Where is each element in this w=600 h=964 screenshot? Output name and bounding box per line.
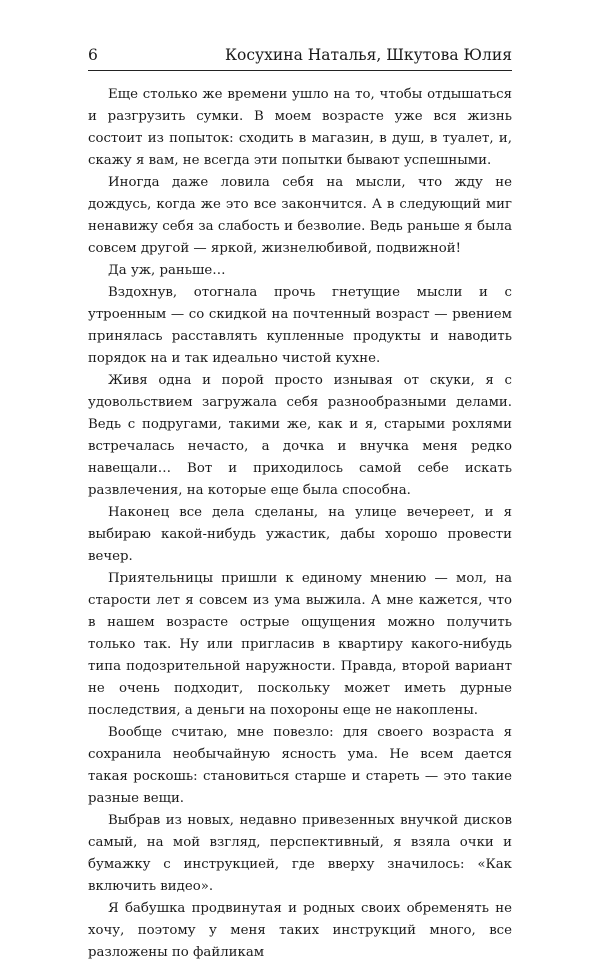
paragraph: Вздохнув, отогнала прочь гнетущие мысли и с утроенным — со скидкой на почтенный возраст — рвением принялась расставлять купленные продукты и наводить порядок на и так идеально чистой кухне.: [88, 285, 512, 366]
paragraph: Еще столько же времени ушло на то, чтобы отдышаться и разгрузить сумки. В моем возрасте уже вся жизнь состоит из попыток: сходить в магазин, в душ, в туалет, и, скажу я вам, не всегда эти попытки бывают успешными.: [88, 87, 512, 168]
page-number: 6: [88, 46, 98, 64]
paragraph: Наконец все дела сделаны, на улице вечереет, и я выбираю какой-нибудь ужастик, дабы хорошо провести вечер.: [88, 505, 512, 564]
paragraph: Да уж, раньше…: [108, 263, 226, 278]
paragraph: Я бабушка продвинутая и родных своих обременять не хочу, поэтому у меня таких инструкций много, все разложены по файликам: [88, 901, 512, 960]
running-header: [88, 40, 512, 71]
body-text: [88, 84, 512, 964]
paragraph: Выбрав из новых, недавно привезенных внучкой дисков самый, на мой взгляд, перспективный, я взяла очки и бумажку с инструкцией, где вверху значилось: «Как включить видео».: [88, 813, 512, 894]
header-authors: Косухина Наталья, Шкутова Юлия: [225, 46, 512, 64]
paragraph: Приятельницы пришли к единому мнению — мол, на старости лет я совсем из ума выжила. А мне кажется, что в нашем возрасте острые ощущения можно получить только так. Ну или пригласив в квартиру какого-нибудь типа подозрительной наружности. Правда, второй вариант не очень подходит, поскольку может иметь дурные последствия, а деньги на похороны еще не накоплены.: [88, 571, 512, 718]
paragraph: Вообще считаю, мне повезло: для своего возраста я сохранила необычайную ясность ума. Не всем дается такая роскошь: становиться старше и стареть — это такие разные вещи.: [88, 725, 512, 806]
paragraph: Иногда даже ловила себя на мысли, что жду не дождусь, когда же это все закончится. А в следующий миг ненавижу себя за слабость и безволие. Ведь раньше я была совсем другой — яркой, жизнелюбивой, подвижной!: [88, 175, 512, 256]
paragraph: Живя одна и порой просто изнывая от скуки, я с удовольствием загружала себя разнообразными делами. Ведь с подругами, такими же, как и я, старыми рохлями встречалась нечасто, а дочка и внучка меня редко навещали… Вот и приходилось самой себе искать развлечения, на которые еще была способна.: [88, 373, 512, 498]
